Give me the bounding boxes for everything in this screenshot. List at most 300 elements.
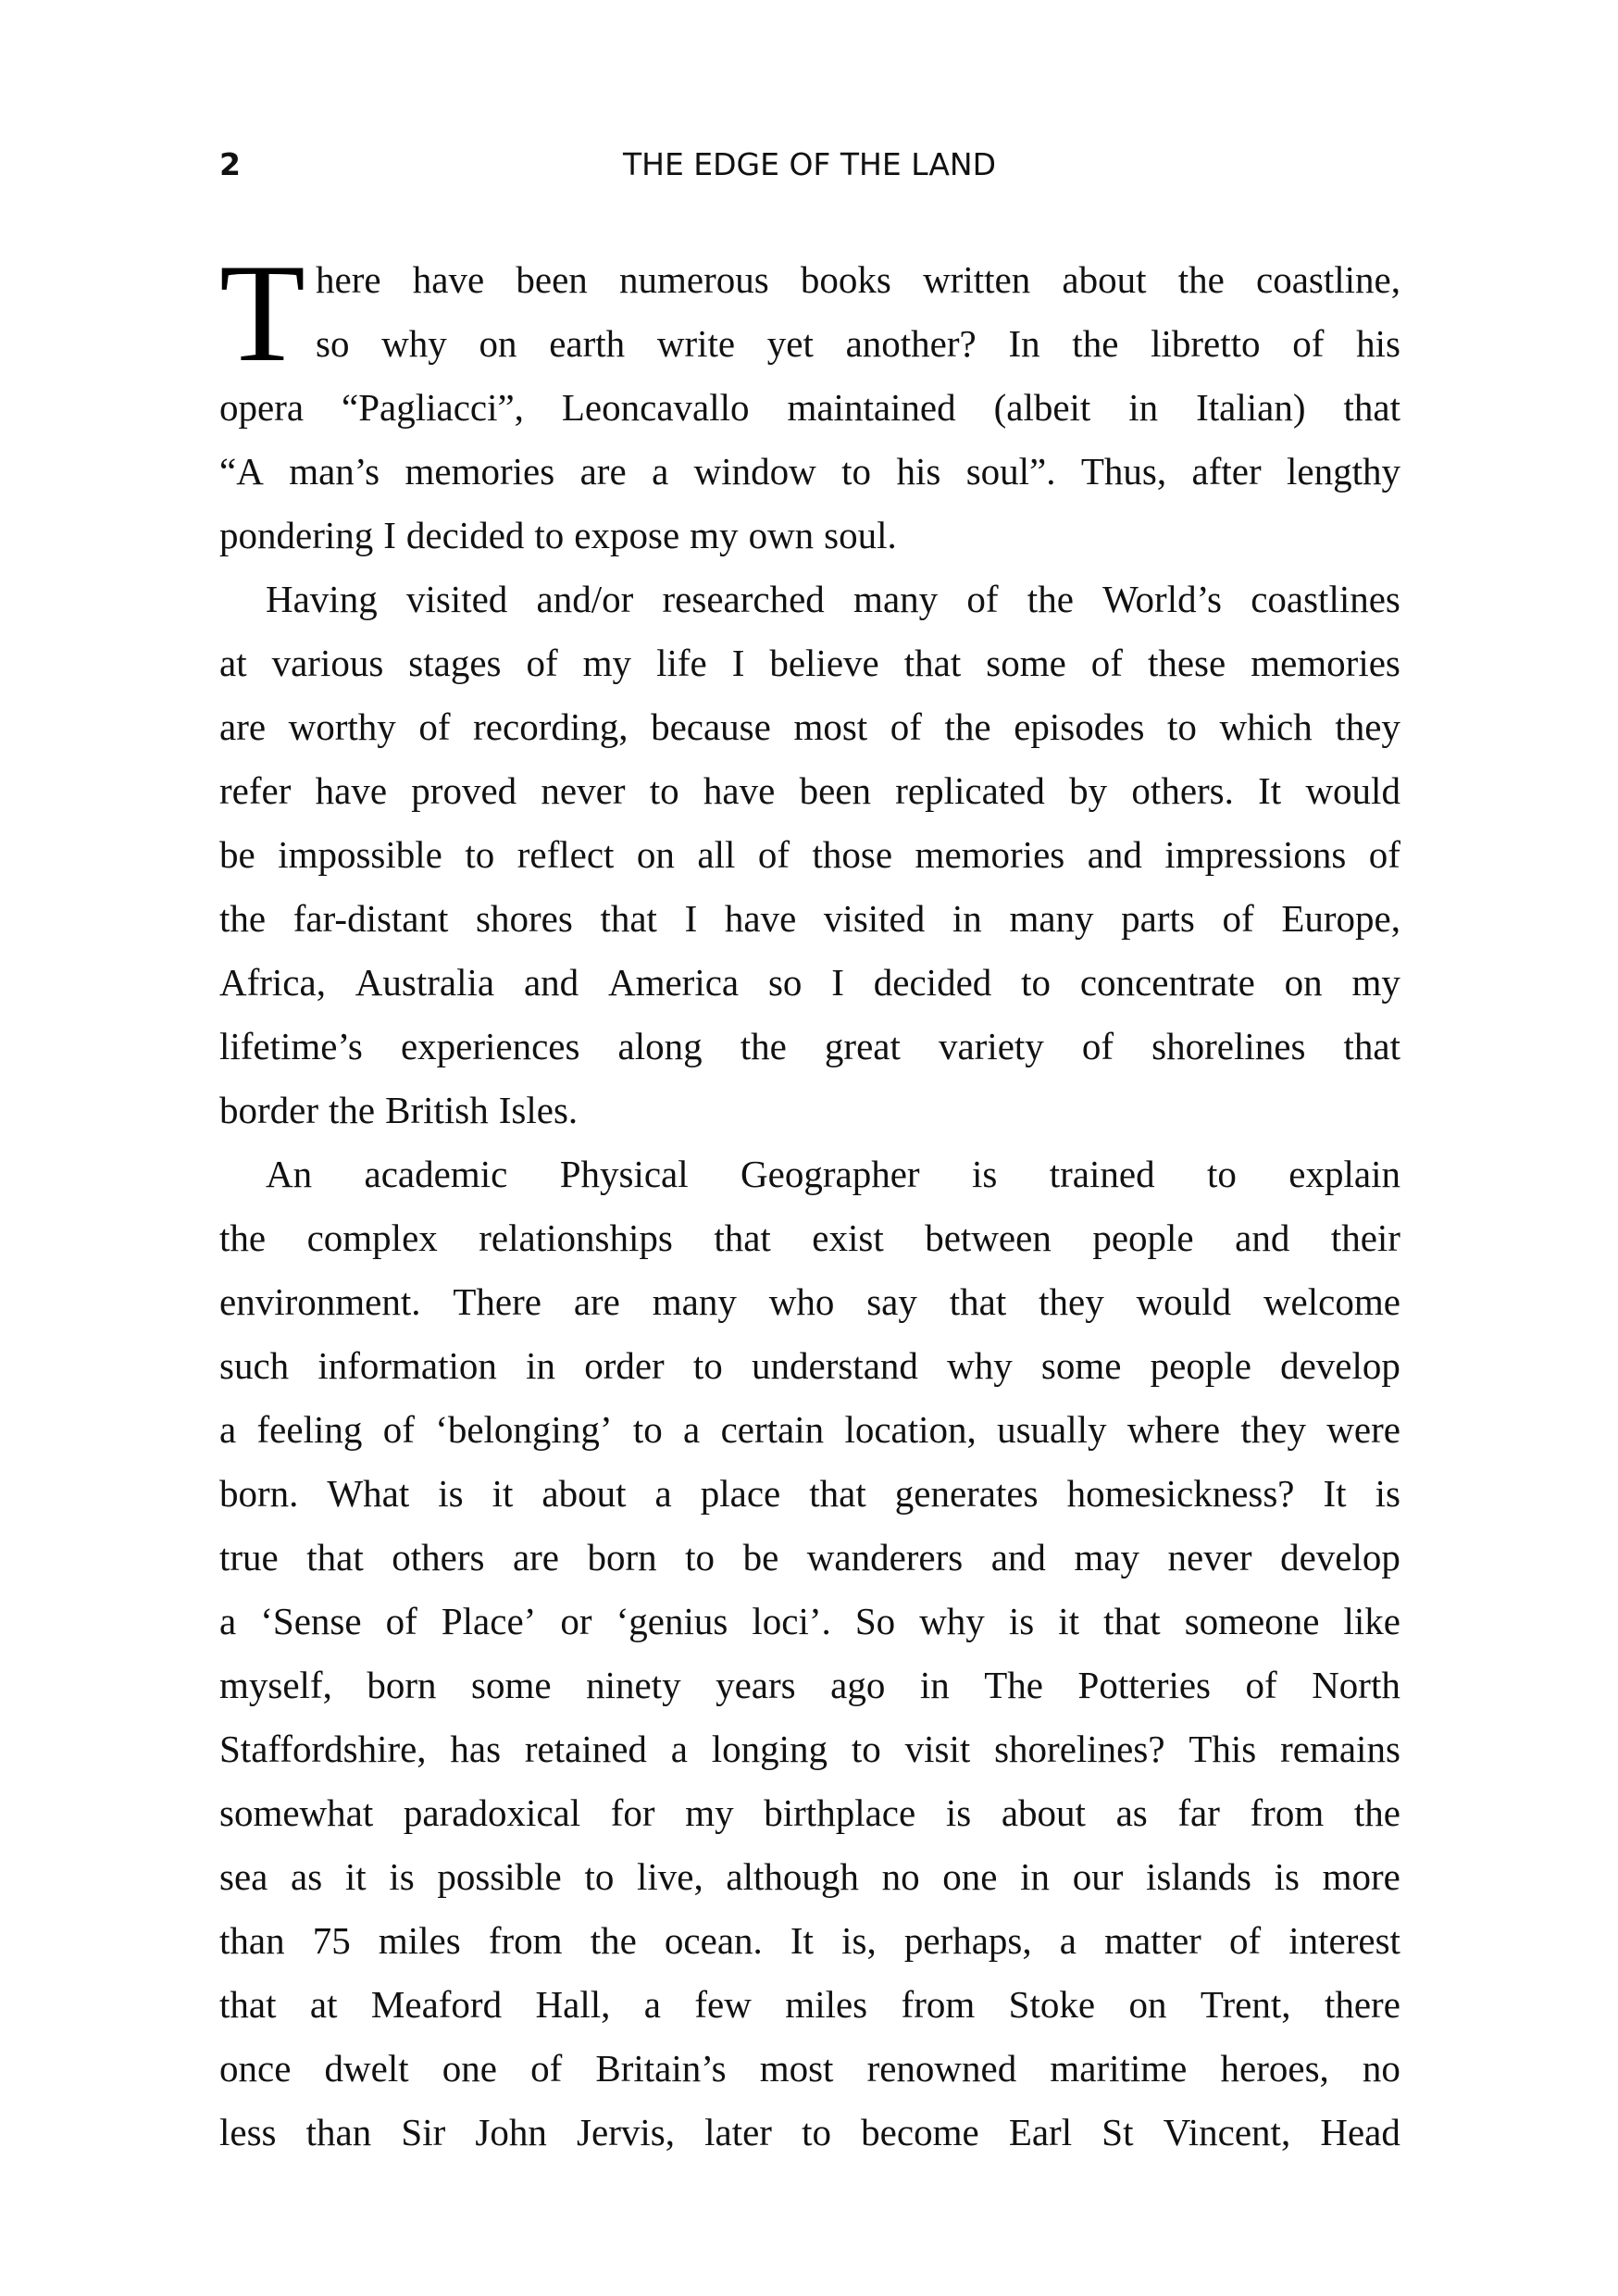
word: of xyxy=(526,642,558,684)
word: it xyxy=(1058,1600,1080,1642)
word: write xyxy=(656,322,736,365)
word: It xyxy=(1323,1472,1347,1515)
word: Jervis, xyxy=(577,2111,675,2153)
word: in xyxy=(526,1344,556,1387)
word: soul”. xyxy=(965,450,1056,493)
word: possible xyxy=(437,1855,562,1898)
word: no xyxy=(881,1855,920,1898)
word: opera xyxy=(219,386,305,429)
word: so xyxy=(767,961,803,1004)
word: and xyxy=(1087,833,1142,876)
word: that xyxy=(809,1472,866,1515)
word: a xyxy=(643,1983,661,2026)
word: Vincent, xyxy=(1163,2111,1291,2153)
word: is xyxy=(389,1855,415,1898)
text-line xyxy=(219,1270,1400,1334)
word: So xyxy=(854,1600,896,1642)
word: are xyxy=(579,450,627,493)
word: complex xyxy=(306,1217,438,1259)
word: environment. xyxy=(219,1280,421,1323)
word: the xyxy=(740,1025,787,1067)
word: to xyxy=(1167,705,1197,748)
word: as xyxy=(291,1855,323,1898)
word: What xyxy=(327,1472,410,1515)
word: many xyxy=(652,1280,737,1323)
word: “Pagliacci”, xyxy=(342,386,524,429)
word: Head xyxy=(1320,2111,1400,2153)
word: so xyxy=(316,322,350,365)
word: those xyxy=(812,833,893,876)
word: longing xyxy=(711,1728,828,1770)
word: someone xyxy=(1184,1600,1320,1642)
word: memories xyxy=(915,833,1065,876)
word: academic xyxy=(364,1153,508,1195)
word: to xyxy=(534,514,565,556)
word: be xyxy=(742,1536,779,1578)
word: like xyxy=(1343,1600,1400,1642)
word: here xyxy=(316,258,381,301)
word: that xyxy=(1103,1600,1161,1642)
word: which xyxy=(1219,705,1313,748)
word: once xyxy=(219,2047,292,2090)
text-line xyxy=(219,1142,1400,1206)
word: Place’ xyxy=(441,1600,537,1642)
word: ninety xyxy=(586,1664,681,1706)
word: expose xyxy=(574,514,680,556)
word: of xyxy=(1081,1025,1114,1067)
word: many xyxy=(853,578,939,620)
word: somewhat xyxy=(219,1791,374,1834)
word: remains xyxy=(1280,1728,1400,1770)
word: own xyxy=(748,514,815,556)
word: researched xyxy=(662,578,825,620)
word: maintained xyxy=(787,386,956,429)
word: numerous xyxy=(618,258,769,301)
word: “A xyxy=(219,450,264,493)
word: at xyxy=(309,1983,338,2026)
word: matter xyxy=(1104,1919,1201,1962)
word: some xyxy=(1040,1344,1122,1387)
word: more xyxy=(1322,1855,1400,1898)
word: birthplace xyxy=(764,1791,916,1834)
word: that xyxy=(306,1536,364,1578)
word: people xyxy=(1092,1217,1194,1259)
word: that xyxy=(1343,1025,1400,1067)
word: window xyxy=(693,450,816,493)
text-line xyxy=(219,951,1400,1015)
word: Thus, xyxy=(1080,450,1167,493)
word: the xyxy=(590,1919,637,1962)
word: ocean. xyxy=(664,1919,763,1962)
word: visit xyxy=(904,1728,971,1770)
word: and xyxy=(990,1536,1046,1578)
word: information xyxy=(317,1344,497,1387)
word: wanderers xyxy=(806,1536,964,1578)
word: in xyxy=(952,897,982,940)
text-line xyxy=(219,376,1400,440)
word: no xyxy=(1362,2047,1400,2090)
word: I xyxy=(831,961,844,1004)
word: to xyxy=(649,769,679,812)
word: on xyxy=(479,322,517,365)
word: in xyxy=(1020,1855,1051,1898)
text-line xyxy=(219,312,1400,376)
word: various xyxy=(271,642,384,684)
word: order xyxy=(584,1344,665,1387)
word: say xyxy=(866,1280,917,1323)
word: It xyxy=(790,1919,814,1962)
text-line xyxy=(219,1398,1400,1462)
word: of xyxy=(385,1600,417,1642)
word: of xyxy=(1368,833,1400,876)
word: are xyxy=(219,705,267,748)
word: lifetime’s xyxy=(219,1025,363,1067)
word: relationships xyxy=(479,1217,673,1259)
word: coastline, xyxy=(1256,258,1400,301)
word: others. xyxy=(1131,769,1234,812)
word: dwelt xyxy=(324,2047,409,2090)
word: yet xyxy=(766,322,814,365)
word: are xyxy=(573,1280,620,1323)
word: I xyxy=(383,514,396,556)
word: as xyxy=(1115,1791,1148,1834)
word: few xyxy=(694,1983,752,2026)
word: a xyxy=(652,450,669,493)
word: been xyxy=(799,769,871,812)
word: a xyxy=(219,1408,237,1451)
word: miles xyxy=(785,1983,868,2026)
word: most xyxy=(759,2047,834,2090)
word: and xyxy=(523,961,579,1004)
word: who xyxy=(768,1280,835,1323)
word: between xyxy=(925,1217,1052,1259)
word: is xyxy=(1274,1855,1300,1898)
word: Physical xyxy=(559,1153,689,1195)
text-line xyxy=(219,2101,1400,2165)
word: replicated xyxy=(895,769,1045,812)
word: of xyxy=(1245,1664,1277,1706)
word: of xyxy=(890,705,922,748)
word: a xyxy=(670,1728,688,1770)
word: is xyxy=(971,1153,998,1195)
word: that xyxy=(714,1217,771,1259)
word: concentrate xyxy=(1079,961,1255,1004)
word: refer xyxy=(219,769,292,812)
word: shores xyxy=(476,897,573,940)
word: Italian) xyxy=(1196,386,1306,429)
word: is, xyxy=(841,1919,877,1962)
word: Stoke xyxy=(1008,1983,1096,2026)
word: British xyxy=(385,1089,489,1131)
word: reflect xyxy=(517,833,615,876)
word: John xyxy=(475,2111,547,2153)
drop-cap: T xyxy=(219,235,305,391)
word: after xyxy=(1191,450,1262,493)
word: man’s xyxy=(289,450,380,493)
word: his xyxy=(896,450,941,493)
word: never xyxy=(541,769,626,812)
word: homesickness? xyxy=(1066,1472,1295,1515)
word: along xyxy=(617,1025,703,1067)
word: although xyxy=(726,1855,859,1898)
text-line xyxy=(219,631,1400,695)
word: to xyxy=(465,833,495,876)
word: a xyxy=(1059,1919,1077,1962)
word: another? xyxy=(845,322,977,365)
word: be xyxy=(219,833,255,876)
word: I xyxy=(684,897,698,940)
word: lengthy xyxy=(1287,450,1400,493)
word: decided xyxy=(405,514,525,556)
word: in xyxy=(1128,386,1159,429)
word: renowned xyxy=(866,2047,1017,2090)
word: because xyxy=(651,705,771,748)
word: retained xyxy=(524,1728,647,1770)
word: about xyxy=(541,1472,627,1515)
word: is xyxy=(1375,1472,1400,1515)
word: feeling xyxy=(256,1408,363,1451)
word: paradoxical xyxy=(403,1791,581,1834)
word: There xyxy=(453,1280,541,1323)
word: North xyxy=(1312,1664,1400,1706)
text-line xyxy=(219,1526,1400,1590)
word: I xyxy=(731,642,745,684)
word: my xyxy=(685,1791,734,1834)
text-line xyxy=(219,504,1400,568)
word: born xyxy=(367,1664,437,1706)
word: understand xyxy=(752,1344,918,1387)
word: written xyxy=(923,258,1031,301)
word: to xyxy=(685,1536,716,1578)
body-text xyxy=(219,235,1400,2165)
word: is xyxy=(1008,1600,1035,1642)
paragraph-3 xyxy=(219,1142,1400,2165)
word: usually xyxy=(997,1408,1107,1451)
word: trained xyxy=(1049,1153,1155,1195)
word: been xyxy=(516,258,588,301)
word: people xyxy=(1150,1344,1251,1387)
word: my xyxy=(582,642,632,684)
word: the xyxy=(1177,258,1225,301)
word: his xyxy=(1356,322,1400,365)
word: less xyxy=(219,2111,277,2153)
word: of xyxy=(1222,897,1254,940)
word: why xyxy=(947,1344,1013,1387)
word: loci’. xyxy=(752,1600,831,1642)
word: were xyxy=(1326,1408,1400,1451)
word: Meaford xyxy=(370,1983,503,2026)
word: about xyxy=(1001,1791,1086,1834)
word: to xyxy=(584,1855,615,1898)
word: Australia xyxy=(355,961,495,1004)
word: recording, xyxy=(473,705,629,748)
word: in xyxy=(919,1664,950,1706)
word: Africa, xyxy=(219,961,326,1004)
word: of xyxy=(1292,322,1325,365)
word: ago xyxy=(830,1664,886,1706)
word: that xyxy=(600,897,657,940)
word: would xyxy=(1136,1280,1232,1323)
word: islands xyxy=(1146,1855,1251,1898)
word: than xyxy=(305,2111,372,2153)
word: Isles. xyxy=(498,1089,579,1131)
word: variety xyxy=(938,1025,1044,1067)
word: my xyxy=(1351,961,1400,1004)
word: ‘belonging’ xyxy=(435,1408,613,1451)
page-number: 2 xyxy=(219,146,241,182)
word: Potteries xyxy=(1077,1664,1212,1706)
text-line xyxy=(219,1845,1400,1909)
text-line xyxy=(219,1590,1400,1653)
word: to xyxy=(1021,961,1052,1004)
word: they xyxy=(1240,1408,1306,1451)
word: or xyxy=(560,1600,592,1642)
word: far xyxy=(1177,1791,1220,1834)
word: most xyxy=(793,705,868,748)
word: for xyxy=(610,1791,655,1834)
word: to xyxy=(1206,1153,1237,1195)
text-line xyxy=(219,2037,1400,2101)
word: to xyxy=(632,1408,663,1451)
word: Having xyxy=(266,578,378,620)
word: Staffordshire, xyxy=(219,1728,427,1770)
running-title: THE EDGE OF THE LAND xyxy=(622,146,997,182)
word: that xyxy=(1343,386,1400,429)
word: has xyxy=(450,1728,502,1770)
word: generates xyxy=(894,1472,1039,1515)
text-line xyxy=(219,248,1400,312)
text-line xyxy=(219,1717,1400,1781)
word: and xyxy=(1235,1217,1290,1259)
word: books xyxy=(800,258,891,301)
word: have xyxy=(315,769,388,812)
word: of xyxy=(757,833,790,876)
word: miles xyxy=(378,1919,461,1962)
word: of xyxy=(530,2047,563,2090)
word: our xyxy=(1072,1855,1124,1898)
word: by xyxy=(1069,769,1108,812)
word: they xyxy=(1335,705,1400,748)
text-line xyxy=(219,1015,1400,1079)
word: on xyxy=(1128,1983,1167,2026)
word: one xyxy=(942,1855,998,1898)
word: Geographer xyxy=(741,1153,920,1195)
text-line xyxy=(219,1781,1400,1845)
word: later xyxy=(704,2111,772,2153)
text-line xyxy=(219,1909,1400,1973)
word: is xyxy=(945,1791,972,1834)
word: (albeit xyxy=(993,386,1091,429)
word: place xyxy=(700,1472,781,1515)
word: impressions xyxy=(1164,833,1347,876)
word: ‘Sense xyxy=(260,1600,362,1642)
word: from xyxy=(901,1983,976,2026)
word: some xyxy=(471,1664,552,1706)
word: pondering xyxy=(219,514,374,556)
word: World’s xyxy=(1102,578,1222,620)
text-line xyxy=(219,1653,1400,1717)
word: Sir xyxy=(401,2111,446,2153)
text-line xyxy=(219,1334,1400,1398)
word: The xyxy=(984,1664,1044,1706)
word: of xyxy=(382,1408,415,1451)
word: develop xyxy=(1280,1344,1400,1387)
word: perhaps, xyxy=(903,1919,1032,1962)
word: Europe, xyxy=(1281,897,1400,940)
word: to xyxy=(692,1344,723,1387)
word: about xyxy=(1062,258,1147,301)
text-line xyxy=(219,887,1400,951)
word: parts xyxy=(1121,897,1195,940)
word: they xyxy=(1039,1280,1104,1323)
word: the xyxy=(1072,322,1119,365)
word: shorelines xyxy=(1151,1025,1306,1067)
running-head xyxy=(219,146,1400,183)
word: Earl xyxy=(1008,2111,1073,2153)
word: location, xyxy=(844,1408,977,1451)
word: have xyxy=(412,258,485,301)
word: are xyxy=(512,1536,559,1578)
word: have xyxy=(724,897,797,940)
word: there xyxy=(1324,1983,1400,2026)
word: of xyxy=(1228,1919,1262,1962)
word: the xyxy=(1353,1791,1400,1834)
word: In xyxy=(1008,322,1040,365)
word: years xyxy=(716,1664,796,1706)
word: Hall, xyxy=(535,1983,611,2026)
word: such xyxy=(219,1344,290,1387)
word: a xyxy=(219,1600,237,1642)
word: great xyxy=(824,1025,901,1067)
word: develop xyxy=(1280,1536,1400,1578)
word: one xyxy=(442,2047,497,2090)
word: earth xyxy=(549,322,626,365)
word: than xyxy=(219,1919,285,1962)
word: experiences xyxy=(400,1025,580,1067)
word: impossible xyxy=(278,833,442,876)
word: is xyxy=(438,1472,464,1515)
word: all xyxy=(697,833,736,876)
word: on xyxy=(636,833,675,876)
word: soul. xyxy=(824,514,897,556)
word: memories xyxy=(404,450,555,493)
word: true xyxy=(219,1536,279,1578)
text-line xyxy=(219,759,1400,823)
word: coastlines xyxy=(1251,578,1400,620)
word: visited xyxy=(823,897,926,940)
word: An xyxy=(266,1153,313,1195)
word: may xyxy=(1074,1536,1140,1578)
word: the xyxy=(944,705,991,748)
word: to xyxy=(802,2111,832,2153)
word: and/or xyxy=(536,578,634,620)
text-line xyxy=(219,695,1400,759)
paragraph-2 xyxy=(219,568,1400,1142)
word: episodes xyxy=(1014,705,1145,748)
word: why xyxy=(919,1600,985,1642)
word: the xyxy=(1027,578,1074,620)
word: maritime xyxy=(1050,2047,1188,2090)
word: the xyxy=(329,1089,376,1131)
text-line xyxy=(219,823,1400,887)
word: born. xyxy=(219,1472,299,1515)
word: decided xyxy=(873,961,992,1004)
word: America xyxy=(607,961,740,1004)
word: their xyxy=(1330,1217,1400,1259)
word: have xyxy=(703,769,776,812)
word: it xyxy=(492,1472,514,1515)
word: that xyxy=(219,1983,277,2026)
